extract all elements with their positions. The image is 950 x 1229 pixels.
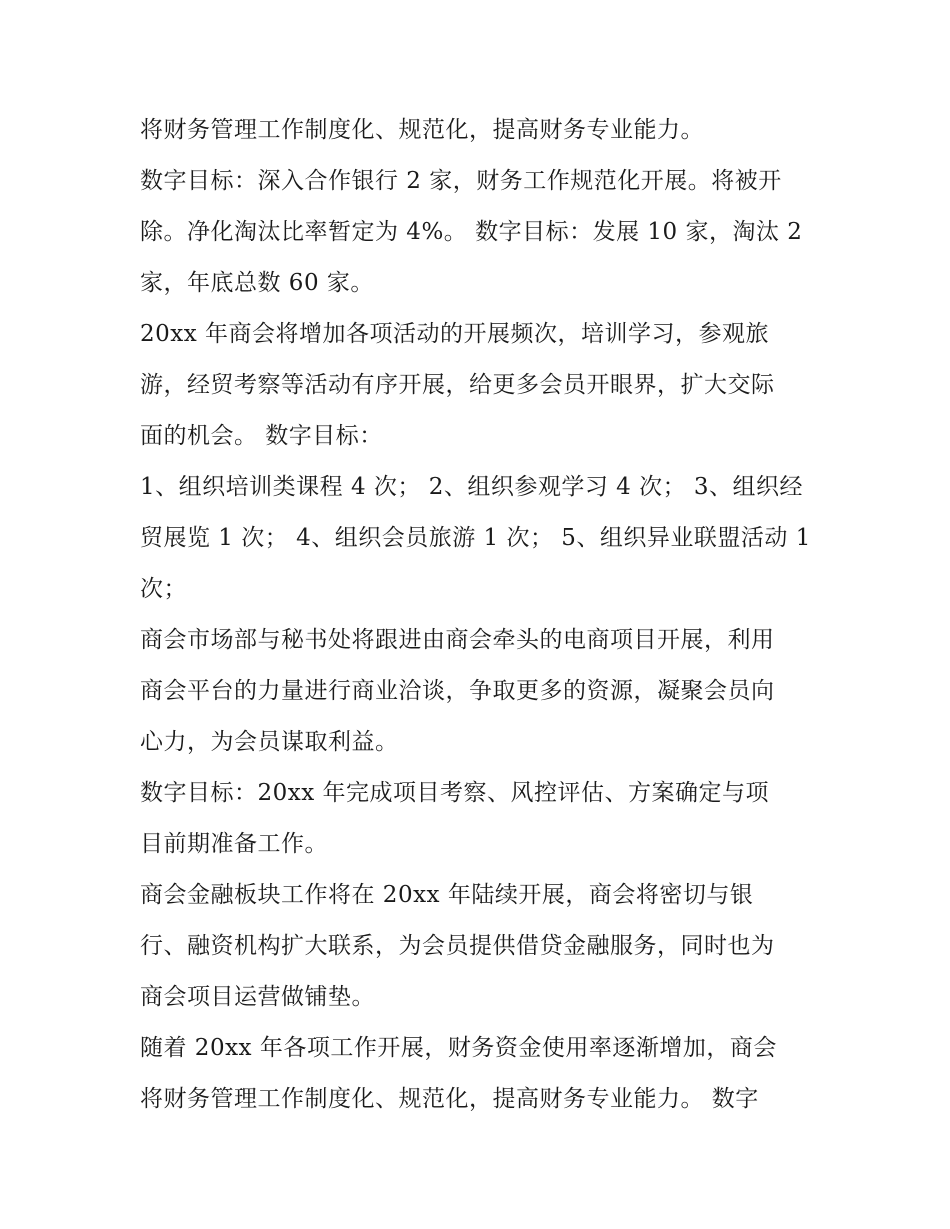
text-line: 面的机会。 数字目标：: [140, 423, 383, 449]
text-line: 随着 20xx 年各项工作开展，财务资金使用率逐渐增加，商会: [140, 1035, 777, 1061]
text-line: 20xx 年商会将增加各项活动的开展频次，培训学习，参观旅: [140, 321, 770, 347]
text-line: 游，经贸考察等活动有序开展，给更多会员开眼界，扩大交际: [140, 372, 775, 398]
text-line: 将财务管理工作制度化、规范化，提高财务专业能力。 数字: [140, 1086, 759, 1112]
text-line: 数字目标：深入合作银行 2 家，财务工作规范化开展。将被开: [140, 168, 782, 194]
text-line: 商会平台的力量进行商业洽谈，争取更多的资源，凝聚会员向: [140, 678, 775, 704]
text-line: 商会市场部与秘书处将跟进由商会牵头的电商项目开展，利用: [140, 627, 775, 653]
text-line: 1、组织培训类课程 4 次； 2、组织参观学习 4 次； 3、组织经: [140, 474, 804, 500]
text-line: 次；: [140, 576, 187, 602]
text-line: 目前期准备工作。: [140, 831, 328, 857]
text-line: 心力，为会员谋取利益。: [140, 729, 399, 755]
text-line: 贸展览 1 次； 4、组织会员旅游 1 次； 5、组织异业联盟活动 1: [140, 525, 811, 551]
text-line: 数字目标：20xx 年完成项目考察、风控评估、方案确定与项: [140, 780, 770, 806]
text-line: 商会项目运营做铺垫。: [140, 984, 375, 1010]
document-body: [140, 105, 820, 1125]
text-line: 将财务管理工作制度化、规范化，提高财务专业能力。: [140, 117, 704, 143]
text-line: 商会金融板块工作将在 20xx 年陆续开展，商会将密切与银: [140, 882, 754, 908]
text-line: 除。净化淘汰比率暂定为 4%。 数字目标：发展 10 家，淘汰 2: [140, 219, 803, 245]
text-line: 行、融资机构扩大联系，为会员提供借贷金融服务，同时也为: [140, 933, 775, 959]
text-line: 家，年底总数 60 家。: [140, 270, 374, 296]
